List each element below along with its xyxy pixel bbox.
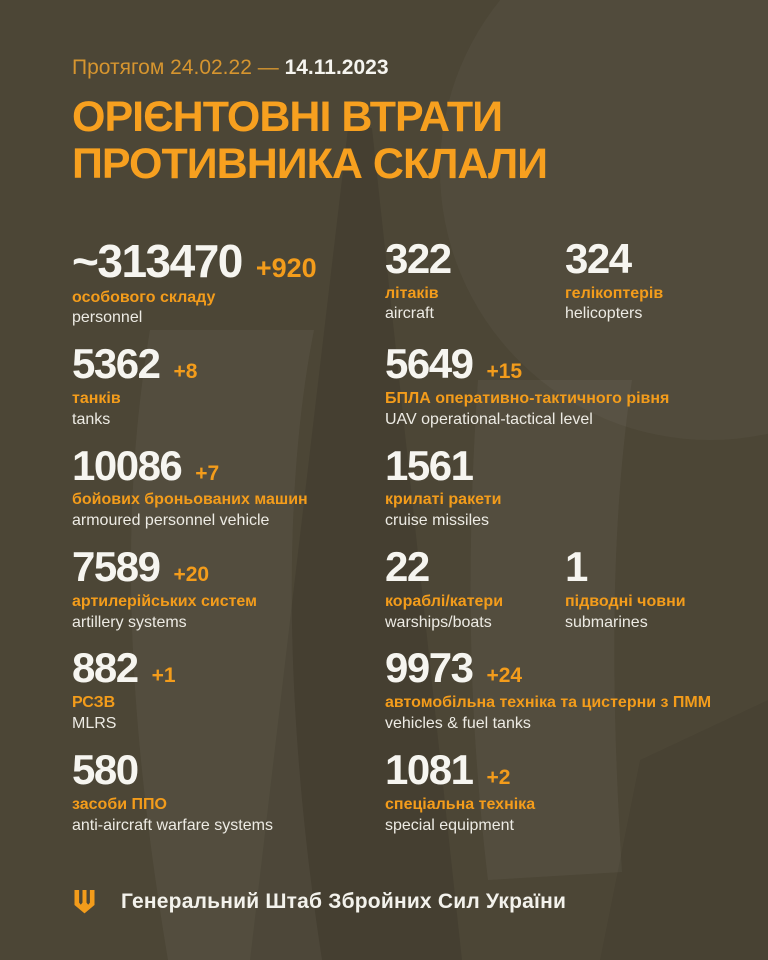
organization-name: Генеральний Штаб Збройних Сил України: [121, 890, 567, 914]
stat-cruise-missiles: [385, 441, 738, 532]
anti-aircraft-label-ua: засоби ППО: [72, 795, 167, 813]
warships-label-ua: кораблі/катери: [385, 592, 504, 610]
warships-value: 22: [385, 543, 429, 591]
personnel-label-ua: особового складу: [72, 288, 216, 306]
stats-row-6: [72, 745, 738, 836]
cruise-missiles-value: 1561: [385, 441, 473, 489]
helicopters-label-ua: гелікоптерів: [565, 284, 664, 302]
period-label: Протягом 24.02.22 —: [72, 56, 279, 79]
special-equipment-label-en: special equipment: [385, 816, 514, 834]
mlrs-delta: +1: [151, 664, 176, 688]
tanks-value: 5362: [72, 340, 160, 388]
stat-warships: [385, 543, 565, 633]
personnel-delta: +920: [255, 252, 317, 283]
aircraft-label-en: aircraft: [385, 305, 434, 323]
apv-label-en: armoured personnel vehicle: [72, 512, 270, 530]
stats-row-1: [72, 234, 738, 330]
trident-icon: [74, 890, 95, 914]
artillery-label-ua: артилерійських систем: [72, 592, 257, 610]
footer: [0, 850, 768, 914]
special-equipment-delta: +2: [486, 765, 511, 789]
title-line-1: ОРІЄНТОВНІ ВТРАТИ: [72, 93, 503, 141]
vehicles-delta: +24: [486, 664, 523, 688]
artillery-label-en: artillery systems: [72, 613, 187, 631]
mlrs-label-ua: РСЗВ: [72, 694, 116, 712]
header: [0, 0, 768, 188]
artillery-delta: +20: [173, 563, 210, 587]
helicopters-label-en: helicopters: [565, 305, 643, 323]
special-equipment-value: 1081: [385, 745, 473, 793]
stats-row-4: [72, 543, 738, 633]
helicopters-value: 324: [565, 234, 631, 282]
submarines-label-ua: підводні човни: [565, 592, 686, 610]
stat-helicopters: [565, 234, 738, 330]
stat-artillery: [72, 543, 385, 633]
title-line-2: ПРОТИВНИКА СКЛАЛИ: [72, 139, 548, 188]
date-range: [72, 56, 728, 80]
anti-aircraft-value: 580: [72, 745, 138, 793]
personnel-label-en: personnel: [72, 309, 143, 327]
tanks-label-en: tanks: [72, 410, 111, 428]
uav-value: 5649: [385, 340, 473, 388]
stat-submarines: [565, 543, 738, 633]
apv-value: 10086: [72, 441, 182, 489]
stat-uav: [385, 340, 738, 430]
stat-personnel: [72, 234, 385, 330]
stat-anti-aircraft: [72, 745, 385, 836]
stats-row-3: [72, 441, 738, 532]
stats-row-2: [72, 340, 738, 430]
apv-label-ua: бойових броньованих машин: [72, 491, 308, 509]
apv-delta: +7: [195, 461, 220, 485]
vehicles-label-ua: автомобільна техніка та цистерни з ПММ: [385, 694, 712, 712]
losses-grid: [0, 234, 768, 837]
report-date: 14.11.2023: [284, 56, 389, 79]
stat-apv: [72, 441, 385, 532]
aircraft-label-ua: літаків: [385, 284, 439, 302]
stat-special-equipment: [385, 745, 738, 836]
uav-delta: +15: [486, 360, 523, 384]
artillery-value: 7589: [72, 543, 160, 591]
special-equipment-label-ua: спеціальна техніка: [385, 795, 536, 813]
stat-vehicles: [385, 644, 738, 734]
mlrs-value: 882: [72, 644, 138, 692]
warships-label-en: warships/boats: [385, 613, 492, 631]
tanks-delta: +8: [173, 360, 198, 384]
aircraft-value: 322: [385, 234, 451, 282]
cruise-missiles-label-ua: крилаті ракети: [385, 491, 502, 509]
stat-mlrs: [72, 644, 385, 734]
stat-aircraft: [385, 234, 565, 330]
uav-label-ua: БПЛА оперативно-тактичного рівня: [385, 390, 670, 408]
mlrs-label-en: MLRS: [72, 715, 117, 733]
uav-label-en: UAV operational-tactical level: [385, 410, 593, 428]
stats-row-5: [72, 644, 738, 734]
vehicles-label-en: vehicles & fuel tanks: [385, 715, 531, 733]
page-title: [72, 94, 728, 188]
cruise-missiles-label-en: cruise missiles: [385, 512, 490, 530]
tanks-label-ua: танків: [72, 390, 121, 408]
submarines-label-en: submarines: [565, 613, 648, 631]
stat-tanks: [72, 340, 385, 430]
submarines-value: 1: [565, 543, 587, 591]
vehicles-value: 9973: [385, 644, 473, 692]
anti-aircraft-label-en: anti-aircraft warfare systems: [72, 816, 273, 834]
personnel-value: ~313470: [72, 234, 242, 287]
